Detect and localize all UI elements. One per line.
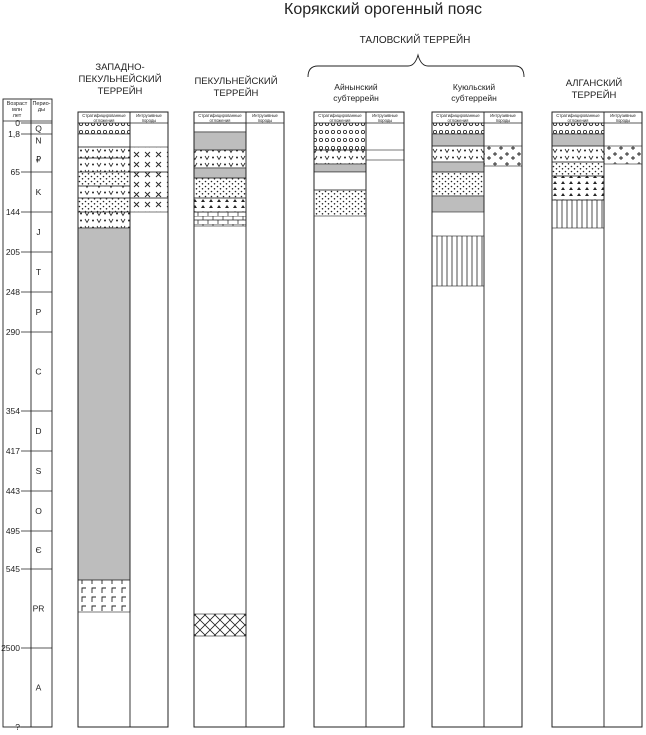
rock-layer xyxy=(78,134,130,147)
rock-layer xyxy=(552,200,604,228)
intrusive-header: породы xyxy=(615,118,631,123)
strat-header: Стратифицированные xyxy=(82,113,126,118)
age-label: 65 xyxy=(10,167,20,177)
age-label: 545 xyxy=(5,564,20,574)
rock-layer xyxy=(78,228,130,580)
terrane-column-algan xyxy=(552,77,642,727)
rock-layer xyxy=(552,123,604,134)
period-label: N xyxy=(35,135,42,146)
terrane-title: Айнынский xyxy=(334,82,378,92)
rock-layer xyxy=(552,134,604,146)
age-header: млн xyxy=(11,107,23,113)
group-title: ТАЛОВСКИЙ ТЕРРЕЙН xyxy=(359,35,471,46)
rock-layer xyxy=(78,198,130,212)
rock-layer xyxy=(78,172,130,186)
intrusive-body xyxy=(130,172,168,198)
terrane-title: ЗАПАДНО- xyxy=(95,62,145,73)
age-label: 2500 xyxy=(1,643,20,653)
period-label: K xyxy=(35,187,42,197)
rock-layer xyxy=(194,198,246,212)
diagram-title: Корякский орогенный пояс xyxy=(284,1,482,18)
period-label: J xyxy=(36,227,41,237)
terrane-columns xyxy=(78,62,642,727)
rock-layer xyxy=(78,123,130,134)
strat-header: отложения xyxy=(447,118,469,123)
strat-header: отложения xyxy=(329,118,351,123)
intrusive-header: Интрузивные xyxy=(610,113,636,118)
terrane-title: ТЕРРЕЙН xyxy=(97,86,143,97)
terrane-column-west-pekul xyxy=(78,62,168,727)
period-label: O xyxy=(35,506,42,516)
terrane-column-ainyn xyxy=(314,82,404,727)
age-label: 417 xyxy=(5,446,20,456)
strat-column xyxy=(432,123,484,286)
period-header: ды xyxy=(37,107,46,113)
rock-layer xyxy=(78,147,130,158)
period-header: Перио- xyxy=(32,101,51,107)
rock-layer xyxy=(432,162,484,172)
rock-layer xyxy=(194,150,246,168)
rock-layer xyxy=(432,236,484,286)
rock-layer xyxy=(194,212,246,226)
strat-header: Стратифицированные xyxy=(436,113,480,118)
strat-column xyxy=(552,123,604,228)
terrane-title: субтеррейн xyxy=(333,93,379,103)
age-label: 495 xyxy=(5,526,20,536)
age-header: лет xyxy=(12,113,22,119)
period-label: S xyxy=(35,466,42,476)
strat-header: отложения xyxy=(209,118,231,123)
intrusive-body xyxy=(130,198,168,212)
rock-layer xyxy=(314,190,366,216)
age-label: 443 xyxy=(5,486,20,496)
terrane-column-kuyul xyxy=(432,82,522,727)
period-label: PR xyxy=(32,603,45,614)
age-label: 354 xyxy=(5,406,20,416)
terrane-title: ТЕРРЕЙН xyxy=(571,90,617,101)
period-label: P xyxy=(35,307,42,317)
rock-layer xyxy=(432,196,484,212)
age-header: Возраст xyxy=(6,101,28,107)
rock-layer xyxy=(432,146,484,162)
terrane-title: АЛГАНСКИЙ xyxy=(565,78,623,89)
intrusive-body xyxy=(130,147,168,172)
rock-layer xyxy=(432,172,484,196)
intrusive-body xyxy=(604,146,642,164)
intrusive-header: Интрузивные xyxy=(490,113,516,118)
intrusive-header: Интрузивные xyxy=(252,113,278,118)
period-label: Q xyxy=(35,123,42,134)
rock-layer xyxy=(552,146,604,162)
strat-header: отложения xyxy=(567,118,589,123)
intrusive-column xyxy=(366,150,404,160)
strat-column xyxy=(314,123,366,216)
rock-layer xyxy=(78,580,130,612)
intrusive-column xyxy=(484,146,522,166)
intrusive-header: породы xyxy=(377,118,393,123)
strat-column xyxy=(78,123,130,612)
rock-layer xyxy=(314,123,366,150)
period-label: A xyxy=(35,682,42,693)
rock-layer xyxy=(314,150,366,164)
rock-layer xyxy=(194,178,246,198)
period-label: D xyxy=(35,426,42,436)
period-label: C xyxy=(35,366,42,377)
rock-layer xyxy=(432,134,484,146)
intrusive-header: породы xyxy=(141,118,157,123)
intrusive-column xyxy=(130,147,168,212)
rock-layer xyxy=(194,123,246,132)
intrusive-header: породы xyxy=(257,118,273,123)
strat-header: Стратифицированные xyxy=(318,113,362,118)
group-bracket xyxy=(308,55,524,77)
age-label: 290 xyxy=(5,327,20,337)
geologic-time-scale xyxy=(1,99,52,732)
age-label: 248 xyxy=(5,287,20,297)
rock-layer xyxy=(552,176,604,200)
rock-layer xyxy=(552,162,604,176)
terrane-title: субтеррейн xyxy=(451,93,497,103)
intrusive-body xyxy=(366,150,404,160)
terrane-title: ТЕРРЕЙН xyxy=(213,88,259,99)
intrusive-header: Интрузивные xyxy=(136,113,162,118)
intrusive-header: Интрузивные xyxy=(372,113,398,118)
age-label: 1,8 xyxy=(8,129,20,139)
intrusive-body xyxy=(484,146,522,166)
strat-header: отложения xyxy=(93,118,115,123)
rock-layer xyxy=(432,123,484,134)
age-label: 205 xyxy=(5,247,20,257)
period-label: ₽ xyxy=(35,154,42,165)
period-label: T xyxy=(35,267,42,277)
rock-layer xyxy=(194,132,246,150)
rock-layer xyxy=(78,186,130,198)
period-label: Є xyxy=(35,545,42,555)
rock-layer xyxy=(78,158,130,172)
strat-column xyxy=(194,123,246,636)
age-label: ? xyxy=(15,722,20,732)
intrusive-column xyxy=(604,146,642,164)
strat-header: Стратифицированные xyxy=(198,113,242,118)
terrane-column-pekul xyxy=(194,75,284,727)
intrusive-header: породы xyxy=(495,118,511,123)
terrane-title: ПЕКУЛЬНЕЙСКИЙ xyxy=(194,76,278,87)
rock-layer xyxy=(314,172,366,190)
rock-layer xyxy=(194,168,246,178)
rock-layer xyxy=(194,614,246,636)
rock-layer xyxy=(314,164,366,172)
terrane-title: ПЕКУЛЬНЕЙСКИЙ xyxy=(78,74,162,85)
age-label: 0 xyxy=(15,118,20,128)
talov-terrane-group xyxy=(308,33,524,77)
age-label: 144 xyxy=(5,207,20,217)
terrane-title: Куюльский xyxy=(452,82,496,92)
rock-layer xyxy=(78,212,130,228)
strat-header: Стратифицированные xyxy=(556,113,600,118)
